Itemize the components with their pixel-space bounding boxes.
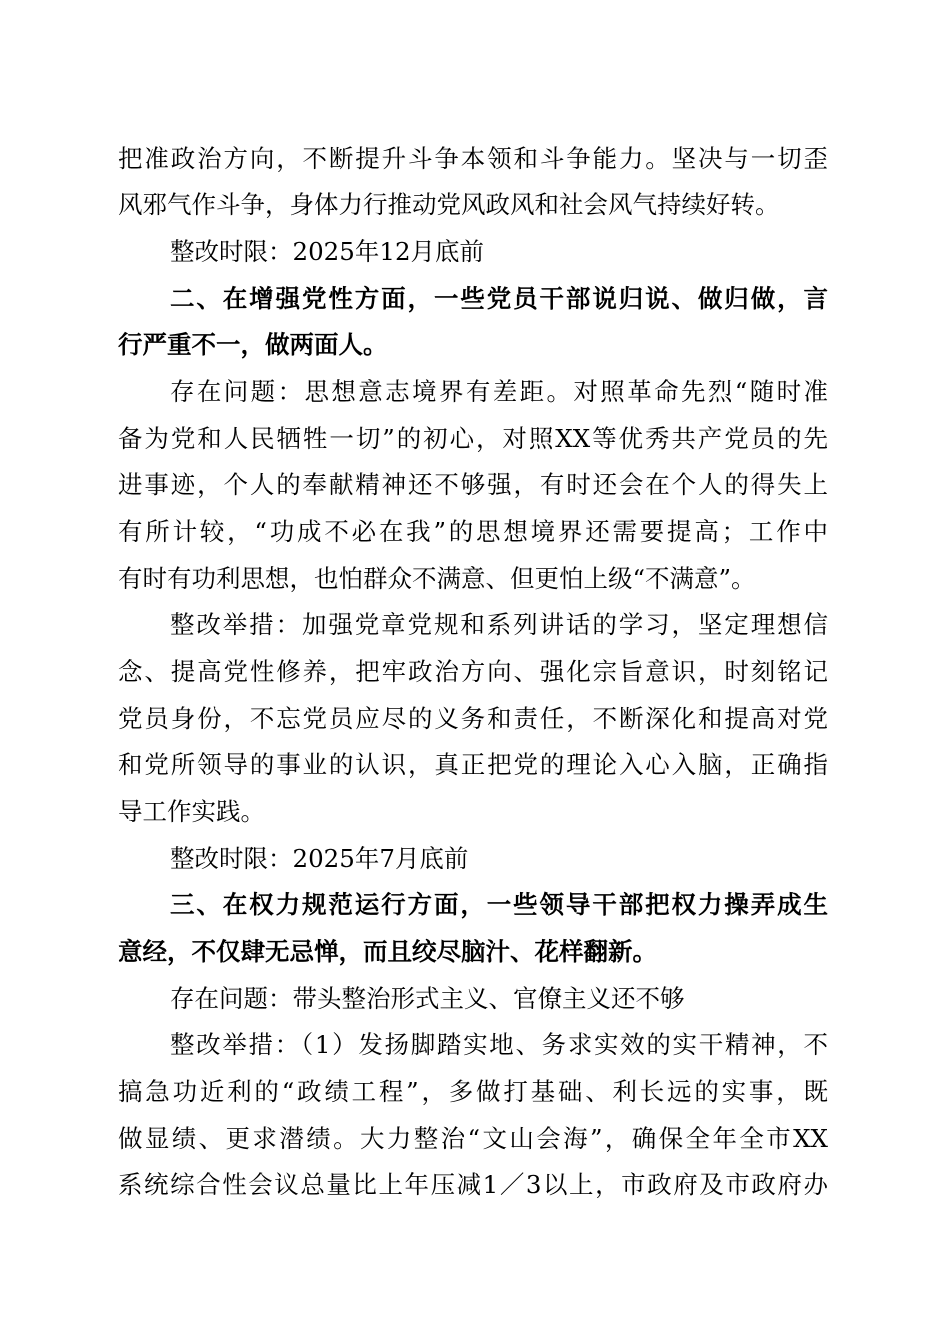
body-line: 做显绩、更求潜绩。大力整治“文山会海”，确保全年全市XX — [118, 1124, 828, 1153]
deadline-line: 整改时限：2025年7月底前 — [170, 844, 469, 873]
body-line: 念、提高党性修养，把牢政治方向、强化宗旨意识，时刻铭记 — [118, 657, 828, 686]
section-heading: 二、在增强党性方面，一些党员干部说归说、做归做，言 — [170, 284, 828, 313]
body-line: 有所计较，“功成不必在我”的思想境界还需要提高；工作中 — [118, 517, 828, 546]
body-line: 有时有功利思想，也怕群众不满意、但更怕上级“不满意”。 — [118, 564, 756, 593]
body-line: 导工作实践。 — [118, 797, 265, 826]
section-heading: 行严重不一，做两面人。 — [118, 330, 388, 359]
body-line: 存在问题：带头整治形式主义、官僚主义还不够 — [170, 984, 685, 1013]
body-line: 把准政治方向，不断提升斗争本领和斗争能力。坚决与一切歪 — [118, 144, 828, 173]
section-heading: 三、在权力规范运行方面，一些领导干部把权力操弄成生 — [170, 890, 828, 919]
body-line: 备为党和人民牺牲一切”的初心，对照XX等优秀共产党员的先 — [118, 424, 828, 453]
body-line: 系统综合性会议总量比上年压减1／3以上，市政府及市政府办 — [118, 1170, 828, 1199]
body-line: 风邪气作斗争，身体力行推动党风政风和社会风气持续好转。 — [118, 190, 780, 219]
section-heading: 意经，不仅肆无忌惮，而且绞尽脑汁、花样翻新。 — [118, 937, 657, 966]
body-line: 整改举措：加强党章党规和系列讲话的学习，坚定理想信 — [170, 610, 828, 639]
body-line: 进事迹，个人的奉献精神还不够强，有时还会在个人的得失上 — [118, 470, 828, 499]
deadline-line: 整改时限：2025年12月底前 — [170, 237, 485, 266]
body-line: 整改举措：（1）发扬脚踏实地、务求实效的实干精神，不 — [170, 1030, 828, 1059]
body-line: 存在问题：思想意志境界有差距。对照革命先烈“随时准 — [170, 377, 828, 406]
body-line: 党员身份，不忘党员应尽的义务和责任，不断深化和提高对党 — [118, 704, 828, 733]
body-line: 和党所领导的事业的认识，真正把党的理论入心入脑，正确指 — [118, 750, 828, 779]
body-line: 搞急功近利的“政绩工程”，多做打基础、利长远的实事，既 — [118, 1077, 828, 1106]
